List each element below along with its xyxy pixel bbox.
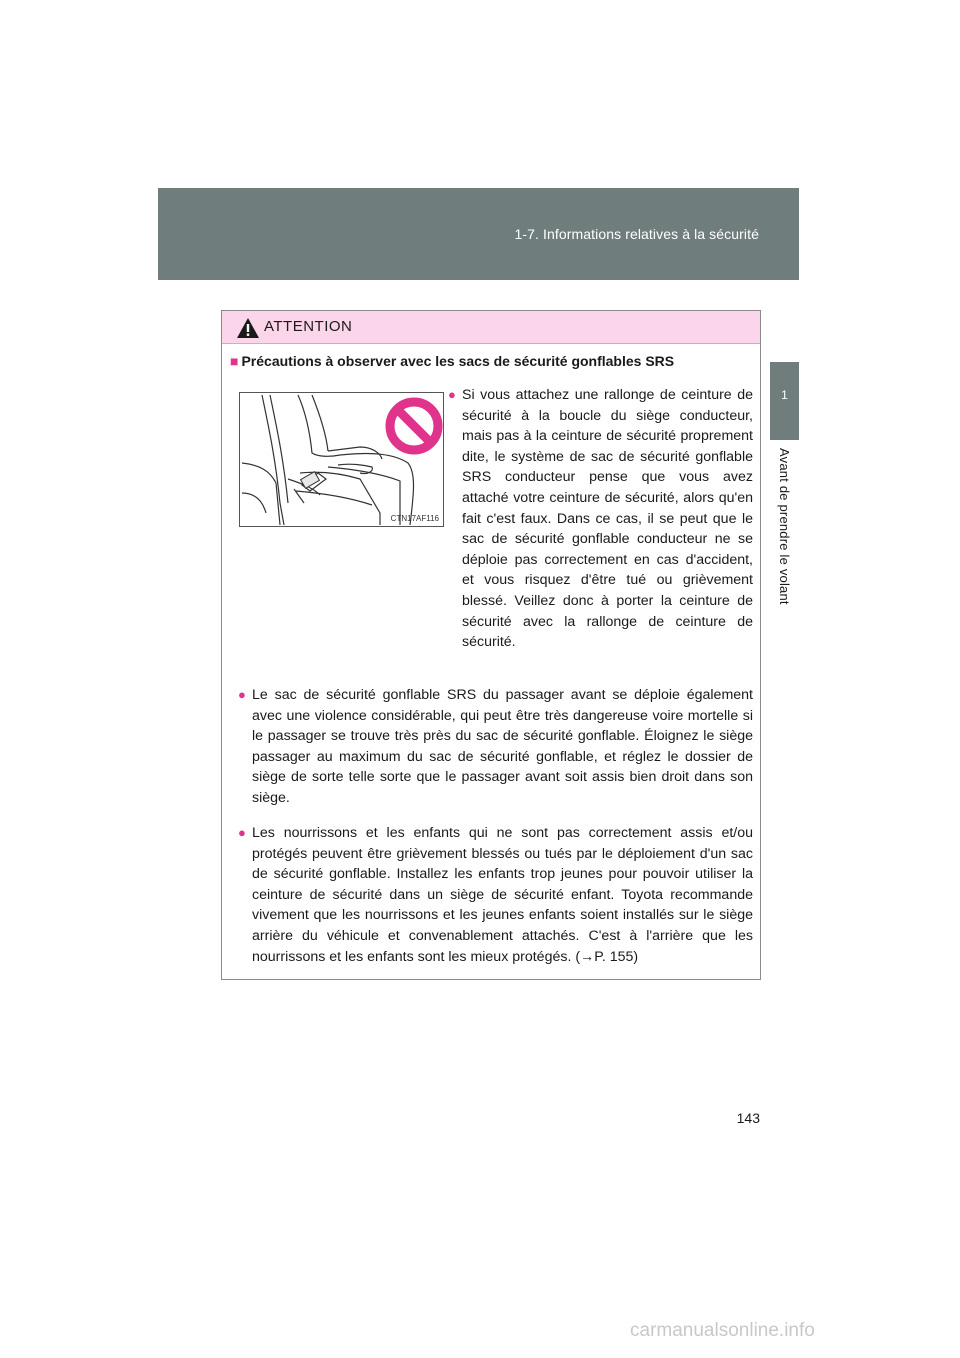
warning-box	[221, 310, 761, 980]
round-bullet-icon: ●	[238, 687, 246, 702]
chapter-tab-number: 1	[781, 388, 788, 402]
figure-code: CTN17AF116	[390, 514, 439, 523]
chapter-header-band	[158, 188, 799, 280]
bullet-item	[448, 385, 753, 653]
section-heading	[230, 353, 674, 369]
chapter-tab	[770, 362, 799, 440]
chapter-title: 1-7. Informations relatives à la sécurité	[514, 226, 759, 242]
prohibited-icon	[385, 397, 443, 455]
square-bullet-icon: ■	[230, 353, 239, 369]
bullet-item	[238, 685, 753, 809]
warning-header	[222, 311, 760, 344]
chapter-side-label: Avant de prendre le volant	[777, 448, 792, 605]
section-heading-text: Précautions à observer avec les sacs de sécurité gonflables SRS	[241, 353, 675, 369]
warning-triangle-icon	[236, 317, 260, 339]
chapter-side-strip	[770, 448, 799, 888]
round-bullet-icon: ●	[448, 387, 456, 402]
round-bullet-icon: ●	[238, 825, 246, 840]
page-number: 143	[736, 1110, 760, 1126]
bullet-text: Les nourrissons et les enfants qui ne sont pas correctement assis et/ou protégés peuvent être grièvement blessés ou tués par le déploiement d'un sac de sécurité gonflable. Installez les enfants trop jeunes pour pouvoir utiliser la ceinture de sécurité dans un siège de sécurité enfant. Toyota recommande vivement que les nourrissons et les jeunes enfants soient installés sur le siège arrière du véhicule et convenablement attachés. C'est à l'arrière que les nourrissons et les enfants sont les mieux protégés. (→P. 155)	[252, 825, 753, 965]
warning-title: ATTENTION	[264, 318, 353, 335]
watermark: carmanualsonline.info	[630, 1320, 815, 1341]
bullet-text: Si vous attachez une rallonge de ceinture de sécurité à la boucle du siège conducteur, mais pas à la ceinture de sécurité proprement dite, le système de sac de sécurité gonflable SRS conducteur pense que vous avez attaché votre ceinture de sécurité, alors qu'en fait c'est faux. Dans ce cas, il se peut que le sac de sécurité gonflable conducteur ne se déploie pas correctement en cas d'accident, et vous risquez d'être tué ou grièvement blessé. Veillez donc à porter la ceinture de sécurité avec la rallonge de ceinture de sécurité.	[462, 387, 753, 651]
bullet-text: Le sac de sécurité gonflable SRS du passager avant se déploie également avec une violence considérable, qui peut être très dangereuse voire mortelle si le passager se trouve très près du sac de sécurité gonflable. Éloignez le siège passager au maximum du sac de sécurité gonflable, et réglez le dossier de siège de sorte telle sorte que le passager avant soit assis bien droit dans son siège.	[252, 687, 753, 806]
bullet-item	[238, 823, 753, 967]
illustration-seatbelt-extender	[239, 392, 444, 527]
